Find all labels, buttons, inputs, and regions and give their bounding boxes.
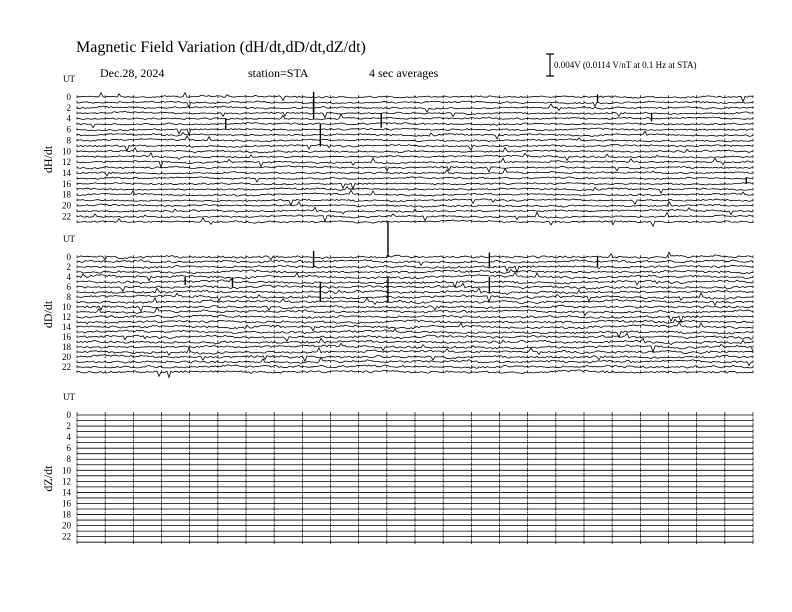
hour-tick-label: 14	[62, 487, 71, 498]
averaging-label: 4 sec averages	[369, 66, 439, 80]
hour-tick-label: 10	[62, 146, 71, 157]
hour-tick-label: 18	[62, 509, 71, 520]
hour-tick-label: 14	[62, 168, 71, 179]
hour-tick-label: 2	[66, 421, 71, 432]
hour-tick-label: 8	[66, 292, 71, 302]
hour-tick-label: 14	[62, 322, 71, 332]
hour-tick-label: 18	[62, 189, 71, 200]
hour-tick-label: 6	[66, 282, 71, 292]
date-label: Dec.28, 2024	[100, 66, 165, 80]
hour-tick-label: 2	[66, 102, 71, 113]
hour-tick-label: 20	[62, 352, 71, 362]
panel-dddt	[41, 222, 753, 378]
hour-tick-label: 16	[62, 498, 71, 509]
hour-tick-label: 4	[66, 113, 71, 124]
hour-tick-label: 22	[62, 531, 71, 542]
station-label: station=STA	[248, 66, 309, 80]
hour-tick-label: 0	[66, 410, 71, 420]
hour-tick-label: 4	[66, 272, 71, 282]
hour-tick-label: 10	[62, 302, 71, 312]
hour-tick-label: 16	[62, 332, 71, 342]
panel-dhdt	[41, 74, 753, 226]
ut-axis-title: UT	[63, 234, 75, 244]
hour-tick-label: 10	[62, 465, 71, 476]
scale-bar-icon	[546, 54, 554, 76]
hour-tick-label: 12	[62, 476, 71, 487]
hour-tick-label: 18	[62, 342, 71, 352]
hour-tick-label: 12	[62, 312, 71, 322]
hour-tick-label: 6	[66, 124, 71, 135]
hour-tick-label: 8	[66, 135, 71, 146]
panel-ylabel: dH/dt	[41, 145, 55, 174]
hour-tick-label: 4	[66, 432, 71, 443]
hour-tick-label: 20	[62, 520, 71, 531]
ut-axis-title: UT	[63, 392, 75, 402]
ut-axis-title: UT	[63, 74, 75, 84]
hour-tick-label: 8	[66, 454, 71, 465]
hour-tick-label: 16	[62, 178, 71, 189]
panel-ylabel: dZ/dt	[41, 465, 55, 492]
hour-tick-label: 0	[66, 92, 71, 102]
hour-tick-label: 6	[66, 443, 71, 454]
chart-title: Magnetic Field Variation (dH/dt,dD/dt,dZ/dt)	[76, 39, 366, 56]
hour-tick-label: 22	[62, 362, 71, 372]
hour-tick-label: 20	[62, 200, 71, 211]
panel-dzdt	[41, 392, 753, 544]
hour-tick-label: 22	[62, 211, 71, 222]
scale-bar-label: 0.004V (0.0114 V/nT at 0.1 Hz at STA)	[554, 60, 697, 70]
hour-tick-label: 12	[62, 157, 71, 168]
panel-ylabel: dD/dt	[41, 300, 55, 329]
hour-tick-label: 2	[66, 262, 71, 272]
hour-tick-label: 0	[66, 252, 71, 262]
